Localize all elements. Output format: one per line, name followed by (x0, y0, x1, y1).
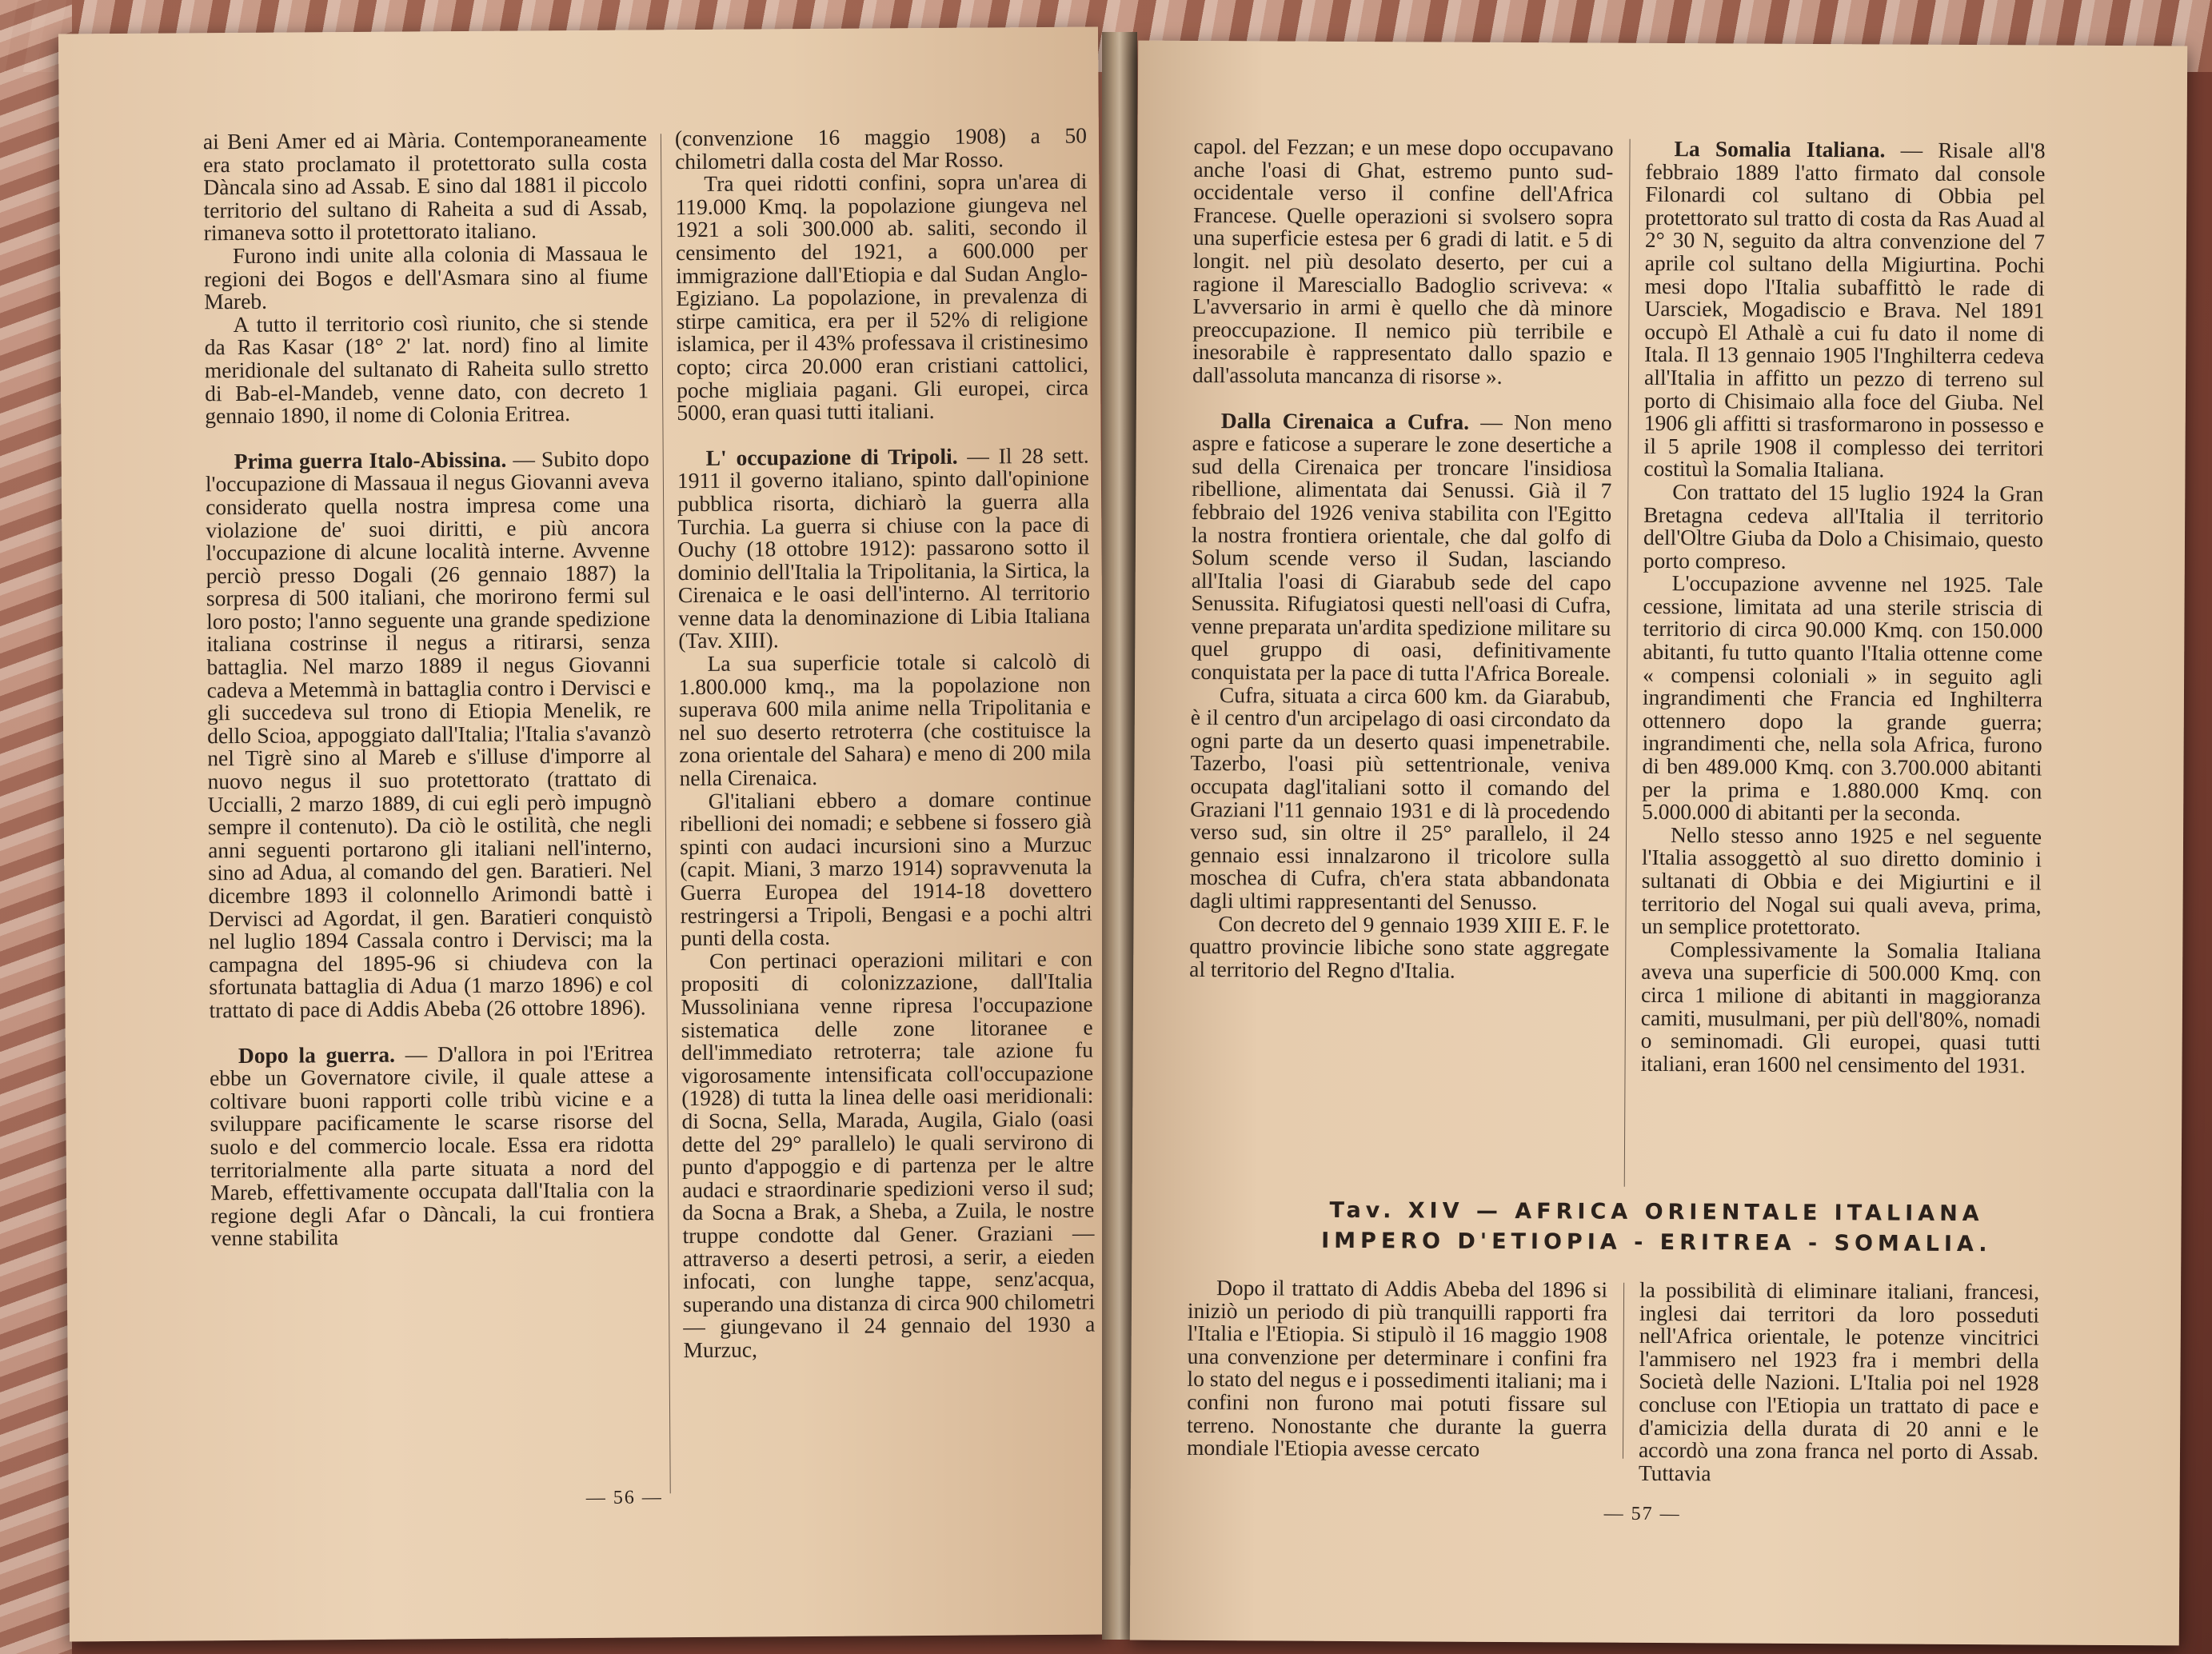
right-page-column-2 (1640, 138, 2045, 1077)
left-page-column-2 (674, 122, 1096, 1363)
right-page (1130, 41, 2187, 1646)
section-heading: L' occupazione di Tripoli. (705, 443, 968, 470)
table-title-line-2: IMPERO D'ETIOPIA - ERITREA - SOMALIA. (1321, 1228, 1992, 1257)
section-heading: La Somalia Italiana. (1674, 136, 1901, 162)
left-page-column-1 (203, 127, 655, 1250)
section-heading: Dopo la guerra. (238, 1041, 405, 1068)
page-number: — 57 — (1603, 1503, 1681, 1525)
column-divider (661, 134, 671, 1493)
paragraph: L'occupazione avvenne nel 1925. Tale cessione, limitata ad una sterile striscia di territorio di circa 90.000 Kmq. con 150.000 abitanti, fu tutto quanto l'Italia ottenne come « compensi coloniali » in seguito agli ingrandimenti che Francia ed Inghilterra ottennero dopo la grande guerra; ingrandimenti che, nella sola Africa, furono di ben 489.000 Kmq. con 3.700.000 abitanti per la prima e 1.880.000 Kmq. con 5.000.000 di abitanti per la seconda. (1642, 570, 2043, 826)
page-number: — 56 — (585, 1487, 663, 1509)
section-somalia-italiana: La Somalia Italiana. — Risale all'8 febbraio 1889 l'atto firmato dal console Filonardi col sultano di Obbia pel protettorato sul tratto di costa da Ras Auad al 2° 30 N, seguito da altra convenzione del 7 aprile col sultano della Migiurtina. Pochi mesi dopo l'Italia subaffittò le rade di Uarsciek, Mogadiscio e Brava. Nel 1891 occupò El Athalè a cui fu dato il nome di Itala. Il 13 gennaio 1905 l'Inghilterra cedeva all'Italia in affitto un pezzo di terreno sul porto di Chisimaio alla foce del Giuba. Nel 1906 gli affitti si trasformarono in possesso e il 5 aprile 1908 il complesso dei territori costituì la Somalia Italiana. (1643, 136, 2046, 482)
right-page-column-1 (1189, 135, 1614, 983)
column-divider (1623, 1283, 1624, 1459)
section-cirenaica-cufra: Dalla Cirenaica a Cufra. — Non meno aspre e faticose a superare le zone desertiche a sud della Cirenaica per troncare l'insidiosa ribellione, alimentata dai Senussi. Già il 7 febbraio del 1926 veniva stabilita con l'Egitto la nostra frontiera orientale, che dal golfo di Solum scende verso il Sudan, lasciando all'Italia l'oasi di Giarabub sede del capo Senussita. Rifugiatosi questi nell'oasi di Cufra, venne preparata un'ardita spedizione militare su quel gruppo di oasi, definitivamente conquistata per la pace di tutta l'Africa Boreale. (1191, 407, 1612, 686)
section-occupazione-tripoli: L' occupazione di Tripoli. — Il 28 sett. 1911 il governo italiano, spinto dall'opinione pubblica risorta, dichiarò la guerra alla Turchia. La guerra si chiuse con la pace di Ouchy (18 ottobre 1912): passarono sotto il dominio dell'Italia la Tripolitania, la Sirtica, la Cirenaica e le oasi dell'interno. Al territorio venne data la denominazione di Libia Italiana (Tav. XIII). (677, 442, 1091, 653)
paragraph: Gl'italiani ebbero a domare continue ribellioni dei nomadi; e sebbene si fossero già spinti con audaci incursioni sino a Murzuc (capit. Miani, 3 marzo 1914) sopravvenuta la Guerra Europea del 1914-18 dovettero restringersi a Tripoli, Bengasi e a pochi altri punti della costa. (679, 785, 1092, 951)
paragraph: A tutto il territorio così riunito, che si stende da Ras Kasar (18° 2' lat. nord) fino al limite meridionale del sultanato di Raheita sullo stretto di Bab-el-Mandeb, venne dato, con decreto 1 gennaio 1890, il nome di Colonia Eritrea. (204, 309, 649, 429)
paragraph: (convenzione 16 maggio 1908) a 50 chilometri dalla costa del Mar Rosso. (674, 122, 1088, 174)
left-page (58, 26, 1109, 1641)
paragraph: Con decreto del 9 gennaio 1939 XIII E. F. le quattro provincie libiche sono state aggregate al territorio del Regno d'Italia. (1189, 910, 1610, 983)
paragraph: Complessivamente la Somalia Italiana aveva una superficie di 500.000 Kmq. con circa 1 milione di abitanti in maggioranza camiti, musulmani, per più dell'80%, nomadi o seminomadi. Gli europei, quasi tutti italiani, eran 1600 nel censimento del 1931. (1640, 936, 2042, 1078)
paragraph: la possibilità di eliminare italiani, francesi, inglesi dai territori da loro posseduti nell'Africa orientale, le potenze vincitrici l'ammisero nel 1923 fra i membri della Società delle Nazioni. L'Italia poi nel 1928 concluse con l'Etiopia un trattato di pace e d'amicizia della durata di 20 anni e le accordò una zona franca nel porto di Assab. Tuttavia (1638, 1276, 2040, 1486)
section-prima-guerra: Prima guerra Italo-Abissina. — Subito dopo l'occupazione di Massaua il negus Giovanni aveva considerato quella nostra impresa come una violazione de' suoi diritti, e più ancora l'occupazione di alcune località interne. Avvenne perciò presso Dogali (26 gennaio 1887) la sorpresa di 500 italiani, che morirono fermi sul loro posto; l'anno seguente una grande spedizione italiana costrinse il negus a ritirarsi, senza battaglia. Nel marzo 1889 il negus Giovanni cadeva a Metemmà in battaglia contro i Dervisci e gli succedeva sul trono di Etiopia Menelik, re dello Scioa, appoggiato dall'Italia; l'Italia s'avanzò nel Tigrè sino al Mareb e s'illuse d'imporre al nuovo negus il suo protettorato (trattato di Uccialli, 2 marzo 1889, di cui egli però impugnò sempre il contenuto). Da ciò le ostilità, che negli anni seguenti portarono gli italiani nell'interno, sino ad Adua, al comando del gen. Baratieri. Nel dicembre 1893 il colonnello Arimondi battè i Dervisci ad Agordat, il gen. Baratieri conquistò nel luglio 1894 Cassala contro i Dervisci; ma la campagna del 1895-96 si chiudeva con la sfortunata battaglia di Adua (1 marzo 1896) e col trattato di pace di Addis Abeba (26 ottobre 1896). (205, 445, 653, 1023)
paragraph: Tra quei ridotti confini, sopra un'area di 119.000 Kmq. la popolazione giungeva nel 1921 a soli 300.000 ab. saliti, secondo il censimento del 1921, a 600.000 per immigrazione dall'Etiopia e dal Sudan Anglo-Egiziano. La popolazione, in prevalenza di stirpe camitica, era per il 52% di religione islamica, per il 43% professava il cristinesimo copto; circa 20.000 eran cristiani cattolici, poche migliaia pagani. Gli europei, circa 5000, eran quasi tutti italiani. (675, 168, 1089, 425)
table-title-line-1: Tav. XIV — AFRICA ORIENTALE ITALIANA (1329, 1197, 1984, 1227)
paragraph: Cufra, situata a circa 600 km. da Giarabub, è il centro d'un arcipelago di oasi circondato da ogni parte da un deserto quasi impenetrabile. Tazerbo, l'oasi più settentrionale, veniva occupata dagl'italiani sotto il comando del Graziani l'11 gennaio 1931 e di là procedendo verso sud, sin oltre il 25° parallelo, il 24 gennaio essi innalzarono il tricolore sulla moschea di Cufra, ch'era stata abbandonata dagli ultimi rappresentanti del Senusso. (1189, 681, 1611, 915)
paragraph: capol. del Fezzan; e un mese dopo occupavano anche l'oasi di Ghat, estremo punto sud-occidentale verso il confine dell'Africa Francese. Quelle operazioni si svolsero sopra una superficie estesa per 6 gradi di latit. e 5 di longit. nel più desolato deserto, per cui a ragione il Maresciallo Badoglio scriveva: « L'avversario in armi è quello che dà minore preoccupazione. Il nemico più terribile e inesorabile è rappresentato dallo spazio e dall'assoluta mancanza di risorse ». (1192, 133, 1614, 389)
section-dopo-la-guerra: Dopo la guerra. — D'allora in poi l'Eritrea ebbe un Governatore civile, il quale attese a coltivare buoni rapporti colle tribù vicine e a sviluppare pacificamente le scarse risorse del suolo e del commercio locale. Essa era ridotta territorialmente alla parte situata a nord del Mareb, effettivamente occupata dall'Italia con la regione degli Afar o Dàncali, la cui frontiera venne stabilita (210, 1039, 655, 1251)
paragraph: ai Beni Amer ed ai Mària. Contemporaneamente era stato proclamato il protettorato sulla costa Dàncala sino ad Assab. E sino dal 1881 il piccolo territorio del sultano di Raheita a sud di Assab, rimaneva sotto il protettorato italiano. (202, 126, 648, 246)
paragraph: Con pertinaci operazioni militari e con propositi di colonizzazione, dall'Italia Mussoliniana venne ripresa l'occupazione sistematica delle zone litoranee e dell'immediato retroterra; tale azione fu vigorosamente intensificata coll'occupazione (1928) di tutta la linea delle oasi meridionali: di Socna, Sella, Marada, Augila, Gialo (oasi dette del 29° parallelo) le quali servirono di punto d'appoggio e di partenza per le altre audaci e straordinarie spedizioni verso il sud; da Socna a Brak, a Sheba, a Zuila, le nostre truppe condotte dal Gener. Graziani — attraverso a deserti petrosi, a serir, a eieden infocati, con lunghe tappe, senz'acqua, superando una distanza di circa 900 chilometri — giungevano il 24 gennaio del 1930 a Murzuc, (681, 945, 1096, 1363)
paragraph: La sua superficie totale si calcolò di 1.800.000 kmq., ma la popolazione non superava 600 mila anime nella Tripolitania e nel suo deserto retroterra (che costituisce la zona orientale del Sahara) e meno di 200 mila nella Cirenaica. (678, 648, 1092, 791)
right-page-bottom-column-2 (1638, 1276, 2040, 1487)
section-heading: Prima guerra Italo-Abissina. (234, 446, 513, 473)
paragraph: Furono indi unite alla colonia di Massaua le regioni dei Bogos e dell'Asmara sino al fiume Mareb. (204, 240, 649, 314)
paragraph: Con trattato del 15 luglio 1924 la Gran Bretagna cedeva all'Italia il territorio dell'Oltre Giuba da Dolo a Chisimaio, questo porto compreso. (1643, 478, 2044, 573)
column-divider (1624, 139, 1631, 1187)
section-heading: Dalla Cirenaica a Cufra. (1220, 407, 1481, 434)
paragraph: Dopo il trattato di Addis Abeba del 1896 si iniziò un periodo di più tranquilli rapporti fra l'Italia e l'Etiopia. Si stipulò il 16 maggio 1908 una convenzione per determinare i confini fra lo stato del negus e i possedimenti italiani; ma i confini non furono mai potuti fissare sul terreno. Nonostante che durante la guerra mondiale l'Etiopia avesse cercato (1186, 1275, 1608, 1461)
paragraph: Nello stesso anno 1925 e nel seguente l'Italia assoggettò al suo diretto dominio i sultanati di Obbia e dei Migiurtini e il territorio del Nogal sui quali aveva, prima, un semplice protettorato. (1641, 821, 2042, 940)
right-page-bottom-column-1 (1187, 1276, 1607, 1461)
